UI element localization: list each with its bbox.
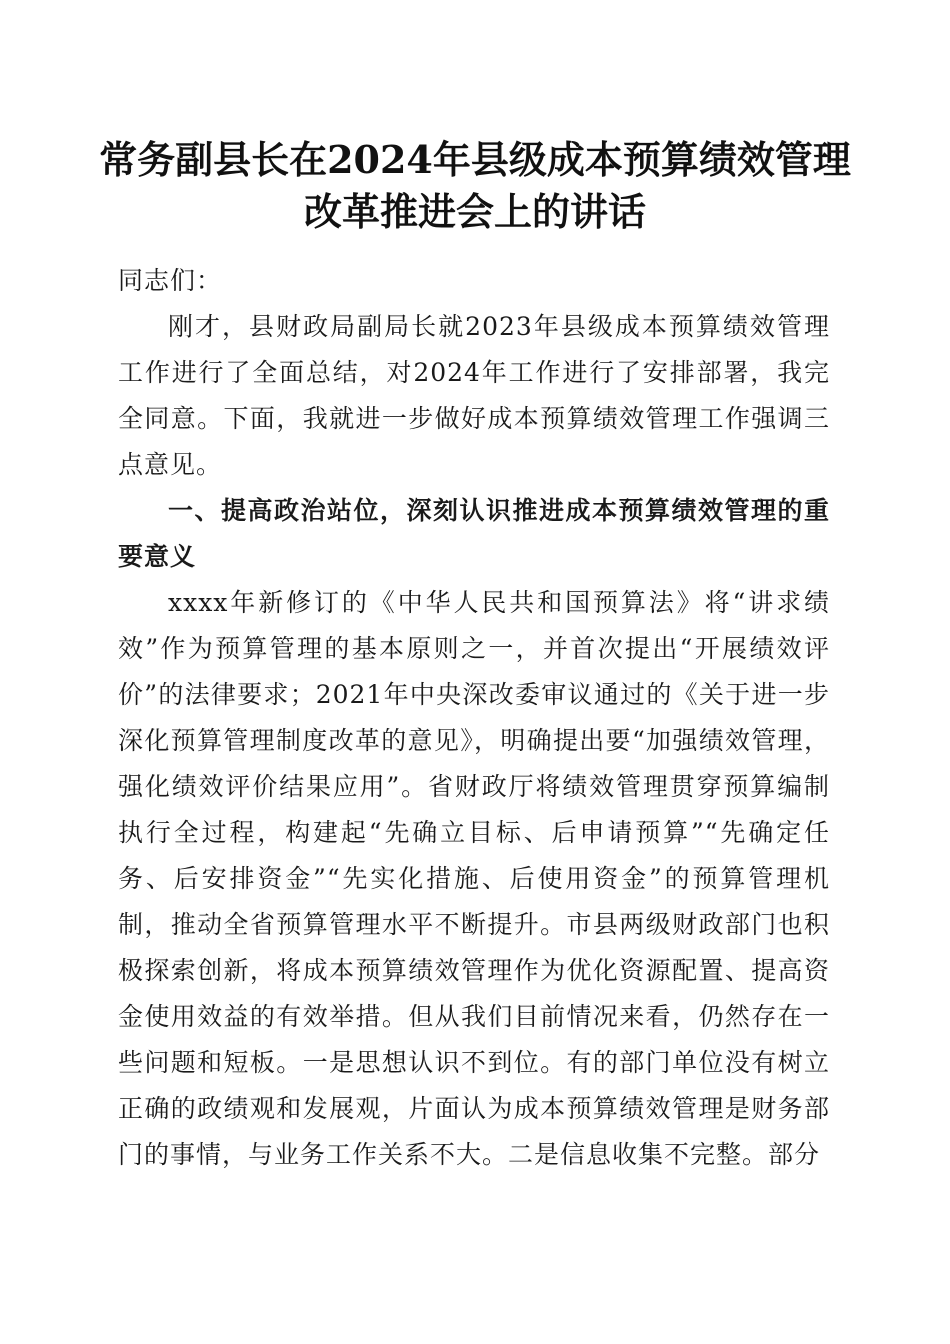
paragraph-1: 刚才，县财政局副局长就2023年县级成本预算绩效管理工作进行了全面总结，对2024年工作进行了安排部署，我完全同意。下面，我就进一步做好成本预算绩效管理工作强调三点意见。: [118, 312, 830, 479]
section-heading-1: 一、提高政治站位，深刻认识推进成本预算绩效管理的重要意义: [118, 496, 830, 571]
salutation: 同志们：: [118, 266, 223, 295]
title-line-2: 改革推进会上的讲话: [303, 189, 646, 234]
document-body: [118, 258, 830, 1178]
title-line-1: 常务副县长在2024年县级成本预算绩效管理: [99, 137, 851, 182]
document-title: [70, 134, 880, 238]
paragraph-2: xxxx年新修订的《中华人民共和国预算法》将“讲求绩效”作为预算管理的基本原则之一，并首次提出“开展绩效评价”的法律要求；2021年中央深改委审议通过的《关于进一步深化预算管理制度改革的意见》，明确提出要“加强绩效管理，强化绩效评价结果应用”。省财政厅将绩效管理贯穿预算编制执行全过程，构建起“先确立目标、后申请预算”“先确定任务、后安排资金”“先实化措施、后使用资金”的预算管理机制，推动全省预算管理水平不断提升。市县两级财政部门也积极探索创新，将成本预算绩效管理作为优化资源配置、提高资金使用效益的有效举措。但从我们目前情况来看，仍然存在一些问题和短板。一是思想认识不到位。有的部门单位没有树立正确的政绩观和发展观，片面认为成本预算绩效管理是财务部门的事情，与业务工作关系不大。二是信息收集不完整。部分: [118, 588, 830, 1169]
